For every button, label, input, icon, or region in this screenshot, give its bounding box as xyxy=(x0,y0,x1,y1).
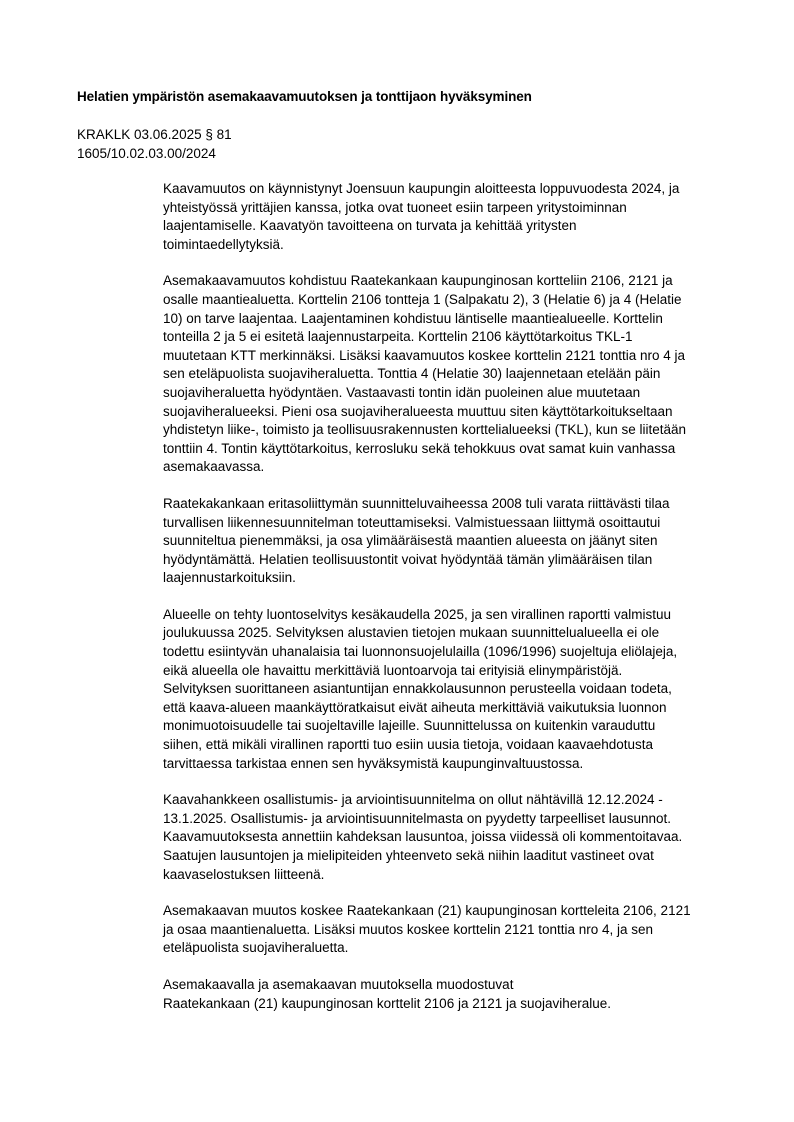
text-line: toimintaedellytyksiä. xyxy=(163,236,284,252)
text-line: yhdistetyn liike-, toimisto ja teollisuusrakennusten korttelialueeksi (TKL), kun se liitetään xyxy=(163,422,686,438)
text-line: eteläpuolista suojaviheraluetta. xyxy=(163,940,349,956)
paragraph xyxy=(163,606,763,773)
text-line: Selvityksen suorittaneen asiantuntijan ennakkolausunnon perusteella voidaan todeta, xyxy=(163,681,672,697)
text-line: asemakaavassa. xyxy=(163,459,265,475)
text-line: Alueelle on tehty luontoselvitys kesäkaudella 2025, ja sen virallinen raportti valmistuu xyxy=(163,606,672,622)
text-line: Kaavahankkeen osallistumis- ja arviointisuunnitelma on ollut nähtävillä 12.12.2024 - xyxy=(163,792,663,808)
paragraph xyxy=(163,495,763,588)
text-line: tarvittaessa tarkistaa ennen sen hyväksymistä kaupunginvaltuustossa. xyxy=(163,755,584,771)
paragraph xyxy=(163,791,763,884)
document-metadata xyxy=(77,125,232,163)
text-line: suunniteltua pienemmäksi, ja osa ylimääräisestä maantien alueesta on jäänyt siten xyxy=(163,533,658,549)
paragraph xyxy=(163,180,763,254)
text-line: osalle maantiealuetta. Korttelin 2106 tontteja 1 (Salpakatu 2), 3 (Helatie 6) ja 4 (Helatie xyxy=(163,291,682,307)
document-title: Helatien ympäristön asemakaavamuutoksen ja tonttijaon hyväksyminen xyxy=(77,89,532,104)
text-line: eikä alueella ole havaittu merkittäviä luontoarvoja tai erityisiä elinympäristöjä. xyxy=(163,662,623,678)
text-line: kaavaselostuksen liitteenä. xyxy=(163,866,325,882)
text-line: 10) on tarve laajentaa. Laajentaminen kohdistuu läntiselle maantiealueelle. Korttelin xyxy=(163,310,663,326)
text-line: laajentamiselle. Kaavatyön tavoitteena on turvata ja kehittää yritysten xyxy=(163,218,577,234)
text-line: monimuotoisuudelle tai suojeltaville lajeille. Suunnittelussa on kuitenkin varauduttu xyxy=(163,718,656,734)
text-line: yhteistyössä yrittäjien kanssa, jotka ovat tuoneet esiin tarpeen yritystoiminnan xyxy=(163,199,627,215)
text-line: sen eteläpuolista suojaviheraluetta. Tonttia 4 (Helatie 30) laajennetaan etelään päin xyxy=(163,366,661,382)
record-number: 1605/10.02.03.00/2024 xyxy=(77,146,216,161)
text-line: Kaavamuutos on käynnistynyt Joensuun kaupungin aloitteesta loppuvuodesta 2024, ja xyxy=(163,181,680,196)
text-line: Asemakaavamuutos kohdistuu Raatekankaan kaupunginosan kortteliin 2106, 2121 ja xyxy=(163,273,673,289)
text-line: todettu esiintyvän uhanalaisia tai luonnonsuojelulailla (1096/1996) suojeltuja eliölajeja, xyxy=(163,644,678,660)
text-line: tonttiin 4. Tontin käyttötarkoitus, kerrosluku sekä tehokkuus ovat samat kuin vanhassa xyxy=(163,440,676,456)
text-line: suojaviheraluetta hyödyntäen. Vastaavasti tontin idän puoleinen alue muutetaan xyxy=(163,384,641,400)
meeting-reference: KRAKLK 03.06.2025 § 81 xyxy=(77,127,232,142)
text-line: joulukuussa 2025. Selvityksen alustavien tietojen mukaan suunnittelualueella ei ole xyxy=(163,625,660,641)
paragraph xyxy=(163,976,763,1013)
text-line: Raatekankaan (21) kaupunginosan korttelit 2106 ja 2121 ja suojaviheralue. xyxy=(163,995,612,1011)
text-line: 13.1.2025. Osallistumis- ja arviointisuunnitelmasta on pyydetty tarpeelliset lausunnot. xyxy=(163,810,672,826)
text-line: laajennustarkoituksiin. xyxy=(163,570,296,586)
text-line: suojaviheralueeksi. Pieni osa suojaviheralueesta muuttuu siten käyttötarkoitukseltaan xyxy=(163,403,673,419)
text-line: turvallisen liikennesuunnitelman toteuttamiseksi. Valmistuessaan liittymä osoittautui xyxy=(163,514,661,530)
text-line: muutetaan KTT merkinnäksi. Lisäksi kaavamuutos koskee korttelin 2121 tonttia nro 4 ja xyxy=(163,347,686,363)
text-line: ja osaa maantienaluetta. Lisäksi muutos koskee korttelin 2121 tonttia nro 4, ja sen xyxy=(163,921,654,937)
text-line: tonteilla 2 ja 5 ei esitetä laajennustarpeita. Korttelin 2106 käyttötarkoitus TKL-1 xyxy=(163,329,633,345)
text-line: Asemakaavalla ja asemakaavan muutoksella muodostuvat xyxy=(163,976,514,992)
text-line: Asemakaavan muutos koskee Raatekankaan (21) kaupunginosan kortteleita 2106, 2121 xyxy=(163,903,691,919)
text-line: Kaavamuutoksesta annettiin kahdeksan lausuntoa, joissa viidessä oli kommentoitavaa. xyxy=(163,829,683,845)
text-line: hyödyntämättä. Helatien teollisuustontit voivat hyödyntää tämän ylimääräisen tilan xyxy=(163,551,653,567)
text-line: Raatekakankaan eritasoliittymän suunnitteluvaiheessa 2008 tuli varata riittävästi tilaa xyxy=(163,495,670,511)
text-line: siihen, että mikäli virallinen raportti tuo esiin uusia tietoja, voidaan kaavaehdotusta xyxy=(163,737,654,753)
paragraph xyxy=(163,902,763,958)
paragraph xyxy=(163,272,763,477)
text-line: Saatujen lausuntojen ja mielipiteiden yhteenveto sekä niihin laaditut vastineet ovat xyxy=(163,848,654,863)
text-line: että kaava-alueen maankäyttöratkaisut eivät aiheuta merkittäviä vaikutuksia luonnon xyxy=(163,699,667,715)
document-body xyxy=(163,180,763,1031)
